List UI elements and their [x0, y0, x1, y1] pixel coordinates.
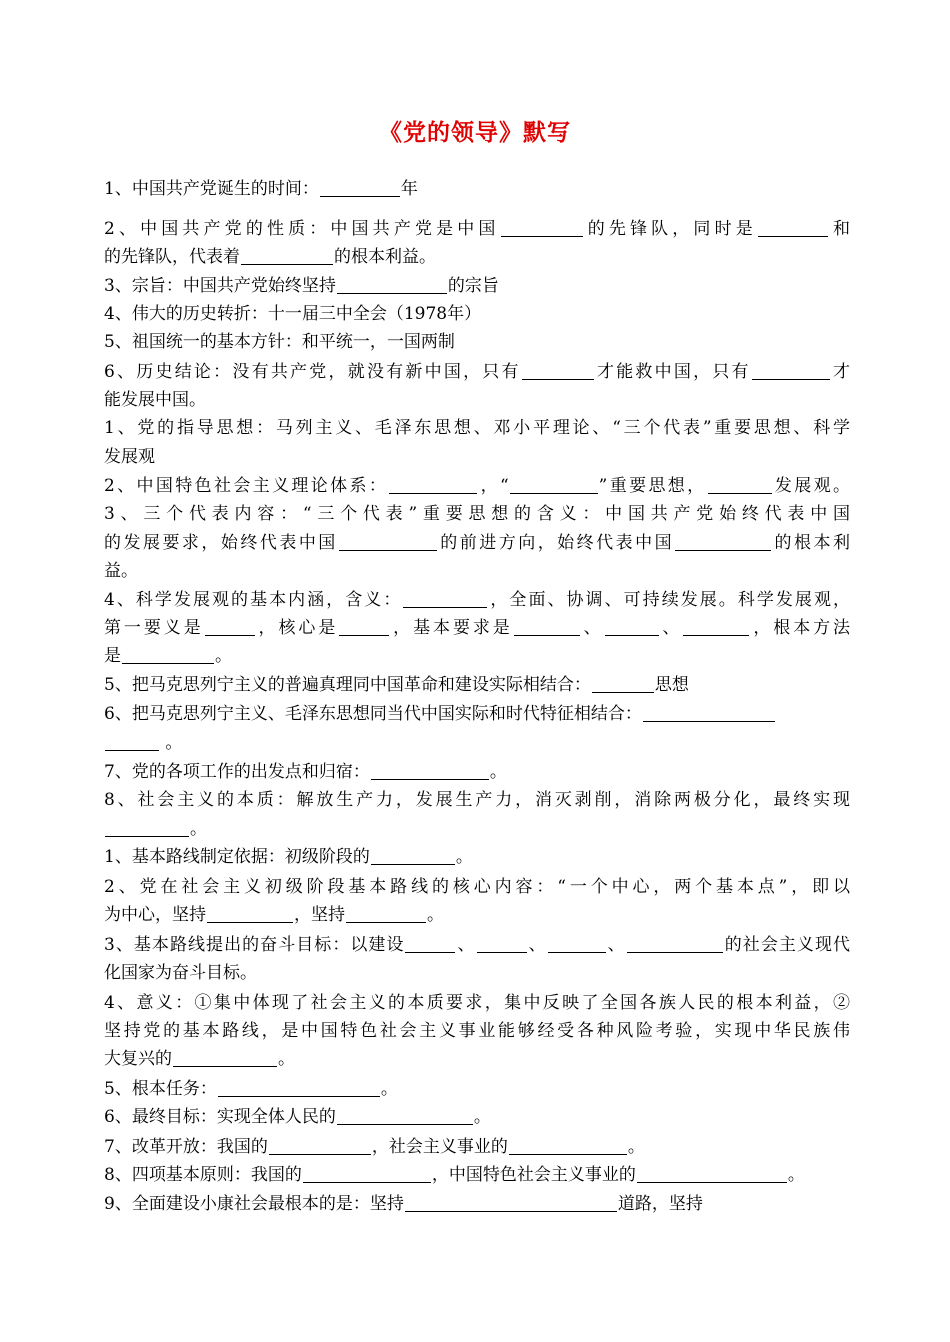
line-text: 的宗旨: [447, 276, 499, 296]
line-text: 第一要义是: [104, 618, 204, 638]
line-text: 4、伟大的历史转折：十一届三中全会（1978年）: [104, 304, 482, 324]
fill-in-blank[interactable]: [320, 178, 400, 197]
line-text: 8、社会主义的本质：解放生产力，发展生产力，消灭剥削，消除两极分化，最终实现: [104, 790, 850, 810]
fill-in-blank[interactable]: [758, 218, 828, 237]
fill-in-blank[interactable]: [269, 1136, 371, 1155]
fill-in-blank[interactable]: [371, 761, 489, 780]
line-text: 才: [830, 362, 851, 382]
line-text: 5、根本任务：: [104, 1079, 217, 1099]
text-line: [104, 472, 850, 500]
line-text: 8、四项基本原则：我国的: [104, 1165, 302, 1185]
line-text: 1、中国共产党诞生的时间：: [104, 179, 319, 199]
text-line: [104, 443, 155, 471]
text-line: [104, 328, 455, 356]
text-line: [104, 959, 257, 987]
fill-in-blank[interactable]: [477, 934, 527, 953]
line-text: 6、把马克思列宁主义、毛泽东思想同当代中国实际和时代特征相结合：: [104, 704, 642, 724]
text-line: [104, 989, 850, 1017]
line-text: 、: [606, 935, 626, 955]
fill-in-blank[interactable]: [708, 475, 772, 494]
fill-in-blank[interactable]: [105, 818, 189, 837]
line-text: ，核心是: [255, 618, 339, 638]
line-text: 。: [473, 1107, 491, 1127]
line-text: 1、基本路线制定依据：初级阶段的: [104, 847, 370, 867]
line-text: 才能救中国，只有: [594, 362, 751, 382]
line-text: 4、科学发展观的基本内涵，含义：: [104, 590, 403, 610]
line-text: 思想: [654, 675, 689, 695]
line-text: 7、改革开放：我国的: [104, 1137, 268, 1157]
text-line: [104, 1103, 491, 1131]
line-text: 3、基本路线提出的奋斗目标：以建设: [104, 935, 405, 955]
text-line: [104, 642, 232, 670]
line-text: 5、祖国统一的基本方针：和平统一，一国两制: [104, 332, 455, 352]
text-line: [104, 358, 850, 386]
line-text: 。: [160, 733, 183, 753]
line-text: 。: [278, 1049, 295, 1069]
line-text: ，全面、协调、可持续发展。科学发展观，: [488, 590, 850, 610]
fill-in-blank[interactable]: [371, 846, 455, 865]
line-text: 的先锋队，代表着: [104, 247, 240, 267]
line-text: 、: [527, 935, 547, 955]
text-line: [104, 873, 850, 901]
line-text: 2、中国特色社会主义理论体系：: [104, 476, 389, 496]
line-text: ”重要思想，: [598, 476, 707, 496]
fill-in-blank[interactable]: [514, 617, 580, 636]
line-text: 、: [580, 618, 604, 638]
line-text: 的先锋队，同时是: [583, 219, 757, 239]
fill-in-blank[interactable]: [241, 246, 333, 265]
line-text: ，“: [478, 476, 509, 496]
text-line: [104, 614, 850, 642]
text-line: [104, 901, 444, 929]
line-text: 。: [380, 1079, 398, 1099]
line-text: 7、党的各项工作的出发点和归宿：: [104, 762, 370, 782]
text-line: [104, 758, 507, 786]
text-line: [104, 300, 481, 328]
fill-in-blank[interactable]: [339, 532, 437, 551]
line-text: 4、意义：①集中体现了社会主义的本质要求，集中反映了全国各族人民的根本利益，②: [104, 993, 850, 1013]
line-text: 化国家为奋斗目标。: [104, 963, 257, 983]
line-text: 。: [489, 762, 507, 782]
line-text: 发展观。: [772, 476, 850, 496]
fill-in-blank[interactable]: [675, 532, 771, 551]
text-line: [104, 215, 850, 243]
line-text: 。: [215, 646, 232, 666]
fill-in-blank[interactable]: [643, 703, 775, 722]
line-text: 5、把马克思列宁主义的普遍真理同中国革命和建设实际相结合：: [104, 675, 591, 695]
text-line: [104, 529, 850, 557]
page-title: 《党的领导》默写: [379, 119, 571, 146]
text-line: [104, 414, 850, 442]
text-line: [104, 671, 689, 699]
line-text: 的根本利益。: [334, 247, 436, 267]
fill-in-blank[interactable]: [122, 645, 214, 664]
line-text: 和: [828, 219, 851, 239]
fill-in-blank[interactable]: [337, 275, 447, 294]
text-line: [104, 1161, 805, 1189]
line-text: 。: [190, 819, 207, 839]
text-line: [104, 786, 850, 814]
text-line: [104, 175, 418, 203]
line-text: 。: [427, 905, 444, 925]
fill-in-blank[interactable]: [339, 617, 389, 636]
text-line: [104, 1133, 645, 1161]
line-text: 是: [104, 646, 121, 666]
line-text: 的发展要求，始终代表中国: [104, 533, 338, 553]
fill-in-blank[interactable]: [173, 1048, 277, 1067]
fill-in-blank[interactable]: [389, 475, 477, 494]
line-text: 的社会主义现代: [723, 935, 850, 955]
fill-in-blank[interactable]: [207, 904, 293, 923]
text-line: [104, 700, 776, 728]
line-text: 、: [456, 935, 476, 955]
line-text: 2、中国共产党的性质：中国共产党是中国: [104, 219, 500, 239]
fill-in-blank[interactable]: [337, 1106, 473, 1125]
text-line: [104, 843, 473, 871]
fill-in-blank[interactable]: [218, 1078, 380, 1097]
fill-in-blank[interactable]: [683, 617, 749, 636]
text-line: [104, 243, 436, 271]
line-text: 益。: [104, 561, 138, 581]
line-text: 、: [659, 618, 683, 638]
fill-in-blank[interactable]: [548, 934, 606, 953]
text-line: [104, 386, 206, 414]
text-line: [104, 815, 207, 843]
line-text: ，根本方法: [750, 618, 851, 638]
line-text: 2、党在社会主义初级阶段基本路线的核心内容：“一个中心，两个基本点”，即以: [104, 877, 850, 897]
text-line: [104, 729, 182, 757]
fill-in-blank[interactable]: [605, 617, 659, 636]
line-text: 。: [455, 847, 473, 867]
line-text: 9、全面建设小康社会最根本的是：坚持: [104, 1194, 404, 1214]
line-text: 能发展中国。: [104, 390, 206, 410]
text-line: [104, 557, 138, 585]
line-text: 年: [400, 179, 418, 199]
line-text: 1、党的指导思想：马列主义、毛泽东思想、邓小平理论、“三个代表”重要思想、科学: [104, 418, 850, 438]
fill-in-blank[interactable]: [405, 934, 455, 953]
fill-in-blank[interactable]: [592, 674, 654, 693]
text-line: [104, 272, 499, 300]
fill-in-blank[interactable]: [510, 475, 598, 494]
line-text: 坚持党的基本路线，是中国特色社会主义事业能够经受各种风险考验，实现中华民族伟: [104, 1021, 850, 1041]
line-text: ，基本要求是: [390, 618, 513, 638]
fill-in-blank[interactable]: [405, 1193, 617, 1212]
line-text: 的根本利: [772, 533, 851, 553]
line-text: 。: [627, 1137, 645, 1157]
line-text: 为中心，坚持: [104, 905, 206, 925]
line-text: 6、历史结论：没有共产党，就没有新中国，只有: [104, 362, 521, 382]
fill-in-blank[interactable]: [501, 218, 583, 237]
fill-in-blank[interactable]: [205, 617, 255, 636]
text-line: [104, 586, 850, 614]
line-text: 道路，坚持: [617, 1194, 703, 1214]
text-line: [104, 1045, 295, 1073]
line-text: 发展观: [104, 447, 155, 467]
fill-in-blank[interactable]: [346, 904, 426, 923]
fill-in-blank[interactable]: [752, 361, 830, 380]
fill-in-blank[interactable]: [522, 361, 594, 380]
line-text: ，社会主义事业的: [371, 1137, 508, 1157]
fill-in-blank[interactable]: [303, 1164, 431, 1183]
line-text: ，中国特色社会主义事业的: [431, 1165, 636, 1185]
text-line: [104, 1190, 703, 1218]
line-text: 的前进方向，始终代表中国: [437, 533, 675, 553]
fill-in-blank[interactable]: [627, 934, 723, 953]
fill-in-blank[interactable]: [105, 732, 159, 751]
line-text: 3、三个代表内容：“三个代表”重要思想的含义：中国共产党始终代表中国: [104, 504, 850, 524]
text-line: [104, 500, 850, 528]
line-text: 。: [787, 1165, 805, 1185]
line-text: 3、宗旨：中国共产党始终坚持: [104, 276, 336, 296]
fill-in-blank[interactable]: [403, 589, 487, 608]
line-text: 大复兴的: [104, 1049, 172, 1069]
line-text: ，坚持: [294, 905, 345, 925]
text-line: [104, 1075, 398, 1103]
text-line: [104, 931, 850, 959]
text-line: [104, 1017, 850, 1045]
fill-in-blank[interactable]: [509, 1136, 627, 1155]
fill-in-blank[interactable]: [637, 1164, 787, 1183]
line-text: 6、最终目标：实现全体人民的: [104, 1107, 336, 1127]
